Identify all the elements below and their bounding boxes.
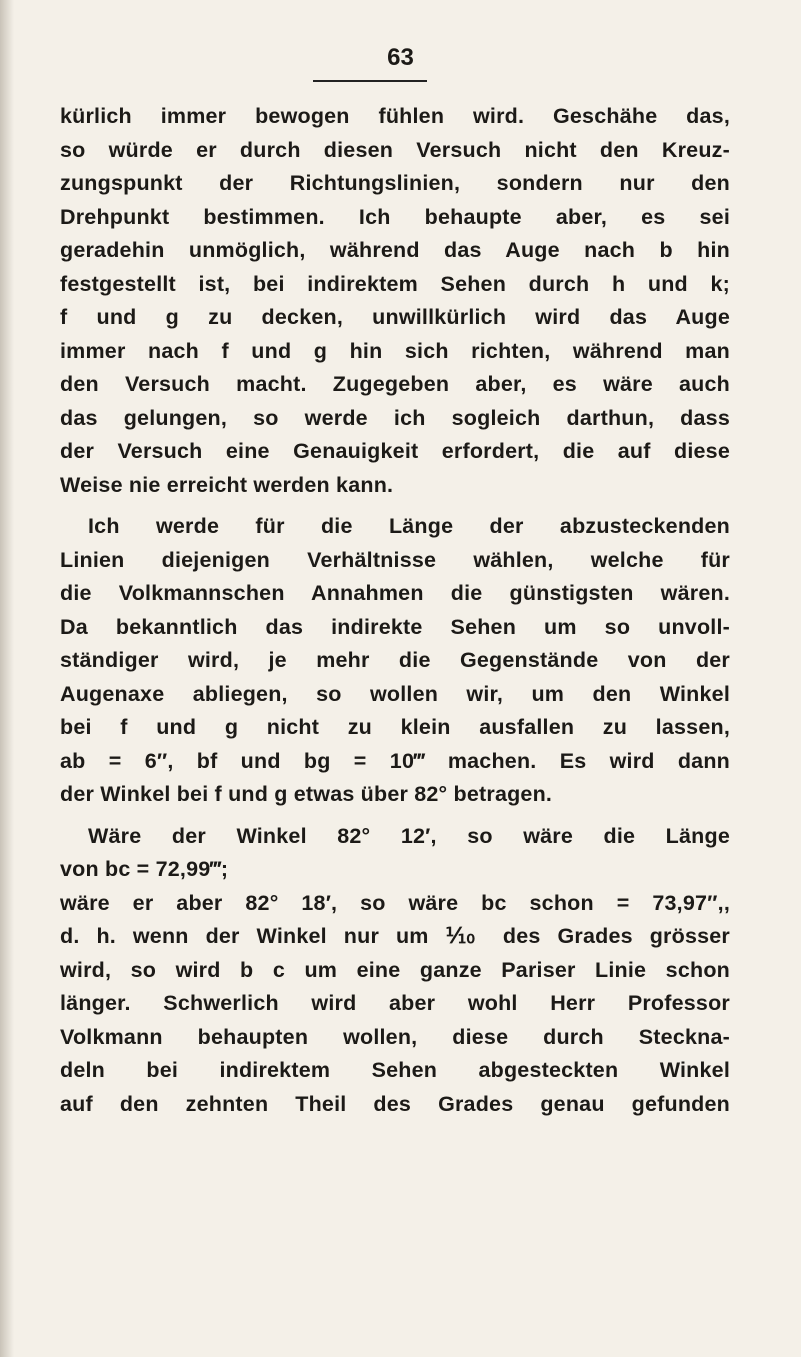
text-line: das gelungen, so werde ich sogleich darthun, dass xyxy=(60,405,730,430)
text-line: zungspunkt der Richtungslinien, sondern nur den xyxy=(60,171,730,195)
page-spine-shadow xyxy=(0,0,14,1357)
text-line: der Winkel bei f und g etwas über 82° betragen. xyxy=(60,782,553,806)
text-line: Linien diejenigen Verhältnisse wählen, welche für xyxy=(60,547,730,572)
text-line: Wäre der Winkel 82° 12′, so wäre die Länge xyxy=(88,823,730,848)
text-line: den Versuch macht. Zugegeben aber, es wäre auch xyxy=(60,372,730,396)
text-line: auf den zehnten Theil des Grades genau gefunden xyxy=(60,1091,730,1116)
text-line: der Versuch eine Genauigkeit erfordert, die auf diese xyxy=(60,439,730,463)
text-line: ab = 6″, bf und bg = 10‴ machen. Es wird dann xyxy=(60,748,730,773)
text-line: Volkmann behaupten wollen, diese durch Steckna- xyxy=(60,1024,730,1049)
text-line: Weise nie erreicht werden kann. xyxy=(60,472,394,497)
header-rule xyxy=(313,80,427,82)
text-line: deln bei indirektem Sehen abgesteckten Winkel xyxy=(60,1058,730,1082)
text-line: festgestellt ist, bei indirektem Sehen durch h und k; xyxy=(60,271,730,296)
text-line: bei f und g nicht zu klein ausfallen zu lassen, xyxy=(60,715,730,739)
text-line: von bc = 72,99‴; xyxy=(60,857,229,881)
text-line: Ich werde für die Länge der abzusteckenden xyxy=(88,514,730,538)
text-line: immer nach f und g hin sich richten, während man xyxy=(60,338,730,363)
text-line: d. h. wenn der Winkel nur um ⅒ des Grades grösser xyxy=(60,924,730,948)
text-line: die Volkmannschen Annahmen die günstigsten wären. xyxy=(60,581,730,605)
text-line: kürlich immer bewogen fühlen wird. Geschähe das, xyxy=(60,104,730,128)
text-line: so würde er durch diesen Versuch nicht den Kreuz- xyxy=(60,137,730,162)
text-line: f und g zu decken, unwillkürlich wird das Auge xyxy=(60,305,730,329)
text-line: geradehin unmöglich, während das Auge nach b hin xyxy=(60,238,730,262)
text-line: ständiger wird, je mehr die Gegenstände von der xyxy=(60,648,730,672)
text-line: Drehpunkt bestimmen. Ich behaupte aber, es sei xyxy=(60,204,730,229)
text-line: länger. Schwerlich wird aber wohl Herr Professor xyxy=(60,991,730,1015)
text-line: wird, so wird b c um eine ganze Pariser Linie schon xyxy=(60,957,730,982)
paragraph-1 xyxy=(60,100,730,502)
page-number: 63 xyxy=(387,44,414,71)
text-line: Da bekanntlich das indirekte Sehen um so unvoll- xyxy=(60,614,730,639)
text-line: wäre er aber 82° 18′, so wäre bc schon = 73,97″,, xyxy=(60,890,730,915)
body-text xyxy=(60,100,730,1129)
text-line: Augenaxe abliegen, so wollen wir, um den Winkel xyxy=(60,681,730,706)
paragraph-2 xyxy=(60,510,730,812)
paragraph-3 xyxy=(60,820,730,1122)
